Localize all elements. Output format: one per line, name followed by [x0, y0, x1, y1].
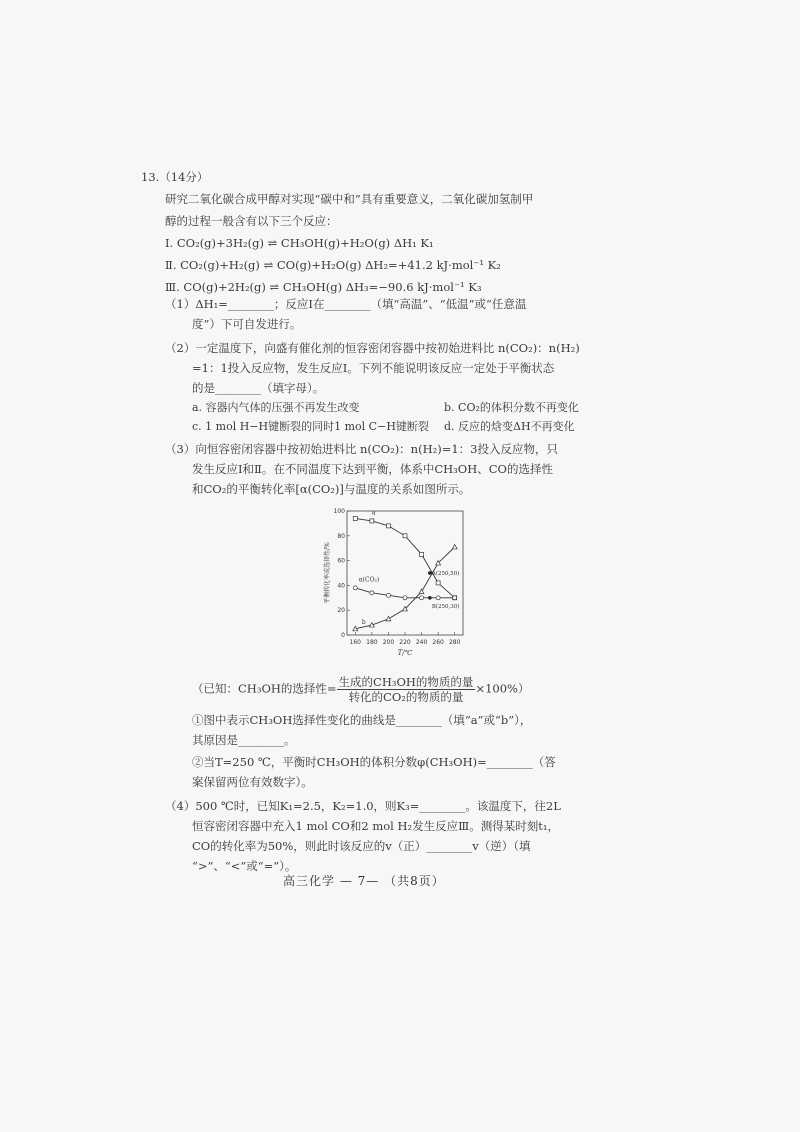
series-label-alpha: α(CO₂)	[358, 576, 380, 584]
x-tick-label: 180	[366, 639, 378, 646]
annotation-label: A(250,50)	[431, 571, 460, 577]
marker-α(CO₂)	[386, 593, 390, 597]
marker-a	[403, 534, 407, 538]
y-tick-label: 20	[337, 607, 345, 615]
series-label-b: b	[361, 618, 366, 626]
part2-line-a: （2）一定温度下，向盛有催化剂的恒容密闭容器中按初始进料比 n(CO₂)：n(H₂)	[165, 341, 580, 355]
temperature-chart	[321, 503, 471, 663]
option-c: c. 1 mol H−H键断裂的同时1 mol C−H键断裂	[192, 420, 429, 433]
option-b: b. CO₂的体积分数不再变化	[444, 401, 579, 414]
annotation-label: B(250,30)	[431, 603, 460, 610]
marker-a	[436, 581, 440, 585]
selectivity-definition	[192, 675, 529, 704]
part2-line-c: 的是________（填字母）。	[192, 381, 325, 395]
part3-q1-a: ①图中表示CH₃OH选择性变化的曲线是________（填“a”或“b”），	[192, 713, 532, 727]
x-tick-label: 240	[415, 639, 428, 646]
marker-b	[419, 589, 424, 594]
part4-line-d: “>”、“<”或“=”）。	[192, 859, 297, 873]
marker-α(CO₂)	[370, 591, 374, 595]
reaction-2: Ⅱ. CO₂(g)+H₂(g) ⇌ CO(g)+H₂O(g) ΔH₂=+41.2 kJ·mol⁻¹ K₂	[165, 258, 501, 272]
marker-α(CO₂)	[403, 596, 407, 600]
page-footer: 高三化学 — 7— （共8页）	[283, 874, 445, 888]
intro-line-2: 醇的过程一般含有以下三个反应：	[165, 214, 338, 228]
x-axis-label: T/℃	[397, 649, 413, 657]
reaction-3: Ⅲ. CO(g)+2H₂(g) ⇌ CH₃OH(g) ΔH₃=−90.6 kJ·mol⁻¹ K₃	[165, 280, 482, 294]
chart-labels	[359, 510, 460, 626]
part4-line-a: （4）500 ℃时，已知K₁=2.5，K₂=1.0，则K₃=________。该温度下，往2L	[165, 799, 561, 813]
series-label-a: a	[371, 509, 376, 517]
x-tick-label: 160	[349, 639, 362, 646]
intro-line-1: 研究二氧化碳合成甲醇对实现“碳中和”具有重要意义，二氧化碳加氢制甲	[165, 192, 534, 206]
marker-a	[370, 519, 374, 523]
reaction-1: Ⅰ. CO₂(g)+3H₂(g) ⇌ CH₃OH(g)+H₂O(g) ΔH₁ K₁	[165, 236, 434, 250]
marker-α(CO₂)	[453, 596, 457, 600]
part2-line-b: =1：1投入反应物，发生反应Ⅰ。下列不能说明该反应一定处于平衡状态	[192, 361, 555, 375]
series-line-a	[355, 518, 454, 597]
option-a: a. 容器内气体的压强不再发生改变	[192, 401, 360, 414]
part1-line-a: （1）ΔH₁=________；反应Ⅰ在________（填“高温”、“低温”或“任意温	[165, 297, 527, 311]
marker-a	[353, 516, 357, 520]
definition-prefix: （已知：CH₃OH的选择性=	[192, 681, 337, 696]
annotation-point	[428, 596, 432, 600]
x-tick-label: 220	[399, 639, 411, 646]
part1-line-b: 度”）下可自发进行。	[192, 317, 302, 331]
part3-line-a: （3）向恒容密闭容器中按初始进料比 n(CO₂)：n(H₂)=1：3投入反应物，只	[165, 442, 558, 456]
marker-a	[386, 524, 390, 528]
marker-b	[452, 544, 457, 549]
definition-numerator: 生成的CH₃OH的物质的量	[338, 675, 474, 689]
x-tick-label: 260	[432, 639, 444, 646]
y-axis-label: 平衡转化率或选择性/%	[324, 542, 331, 604]
marker-α(CO₂)	[353, 586, 357, 590]
marker-b	[386, 616, 391, 621]
definition-denominator: 转化的CO₂的物质的量	[348, 690, 464, 704]
definition-suffix: ×100%）	[475, 681, 530, 696]
y-tick-label: 80	[337, 532, 345, 540]
part3-q2-b: 案保留两位有效数字）。	[192, 775, 313, 789]
marker-a	[420, 552, 424, 556]
part3-q2-a: ②当T=250 ℃，平衡时CH₃OH的体积分数φ(CH₃OH)=________（答	[192, 755, 556, 769]
x-tick-label: 200	[382, 639, 395, 646]
series-line-b	[355, 547, 454, 629]
marker-α(CO₂)	[420, 596, 424, 600]
y-tick-label: 100	[333, 508, 345, 515]
part4-line-b: 恒容密闭容器中充入1 mol CO和2 mol H₂发生反应Ⅲ。测得某时刻t₁，	[192, 819, 559, 833]
part4-line-c: CO的转化率为50%，则此时该反应的v（正）________v（逆）（填	[192, 839, 531, 853]
part3-q1-b: 其原因是________。	[192, 733, 296, 747]
question-number: 13.（14分）	[141, 170, 209, 184]
y-tick-label: 60	[337, 557, 345, 565]
y-tick-label: 0	[341, 632, 345, 639]
y-tick-label: 40	[337, 582, 345, 590]
chart-axes	[323, 508, 463, 657]
option-d: d. 反应的焓变ΔH不再变化	[444, 420, 575, 433]
part3-line-c: 和CO₂的平衡转化率[α(CO₂)]与温度的关系如图所示。	[192, 482, 471, 496]
part3-line-b: 发生反应Ⅰ和Ⅱ。在不同温度下达到平衡，体系中CH₃OH、CO的选择性	[192, 462, 553, 476]
marker-α(CO₂)	[436, 596, 440, 600]
definition-fraction	[337, 675, 476, 704]
x-tick-label: 280	[448, 639, 461, 646]
